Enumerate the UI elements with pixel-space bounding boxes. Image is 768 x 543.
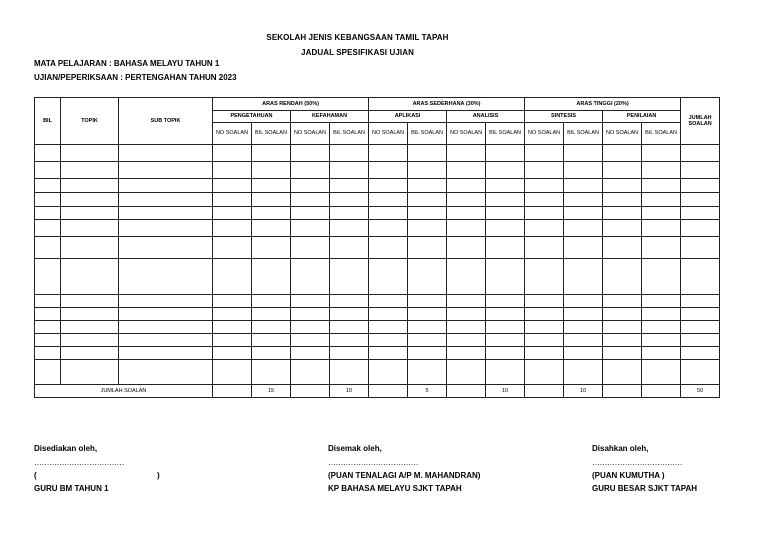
table-cell[interactable] (408, 295, 447, 308)
table-cell[interactable] (525, 259, 564, 295)
table-cell[interactable] (330, 295, 369, 308)
table-cell[interactable] (564, 259, 603, 295)
table-cell[interactable] (119, 321, 213, 334)
table-cell[interactable] (119, 145, 213, 162)
total-cell (447, 385, 486, 398)
subheader-no-soalan: NO SOALAN (369, 123, 408, 145)
table-cell[interactable] (119, 207, 213, 220)
table-row (35, 193, 720, 207)
table-cell[interactable] (330, 179, 369, 193)
header-bil: BIL (35, 98, 61, 145)
table-cell[interactable] (61, 347, 119, 360)
approved-by-label: Disahkan oleh, (592, 444, 649, 453)
table-cell[interactable] (35, 207, 61, 220)
table-cell[interactable] (681, 259, 720, 295)
table-cell[interactable] (642, 237, 681, 259)
table-cell[interactable] (447, 237, 486, 259)
table-cell[interactable] (369, 334, 408, 347)
header-aras-tinggi: ARAS TINGGI (20%) (525, 98, 681, 111)
subheader-bil-soalan: BIL SOALAN (486, 123, 525, 145)
table-cell[interactable] (291, 207, 330, 220)
table-cell[interactable] (252, 295, 291, 308)
table-cell[interactable] (369, 360, 408, 385)
table-cell[interactable] (525, 308, 564, 321)
table-cell[interactable] (486, 347, 525, 360)
table-cell[interactable] (252, 308, 291, 321)
table-cell[interactable] (252, 193, 291, 207)
table-cell[interactable] (603, 259, 642, 295)
table-cell[interactable] (330, 220, 369, 237)
table-cell[interactable] (681, 193, 720, 207)
table-cell[interactable] (119, 193, 213, 207)
table-cell[interactable] (564, 308, 603, 321)
table-cell[interactable] (291, 360, 330, 385)
table-cell[interactable] (213, 207, 252, 220)
table-cell[interactable] (603, 237, 642, 259)
table-cell[interactable] (369, 237, 408, 259)
approved-role: GURU BESAR SJKT TAPAH (592, 484, 698, 493)
table-cell[interactable] (252, 259, 291, 295)
table-cell[interactable] (681, 334, 720, 347)
table-cell[interactable] (603, 321, 642, 334)
header-sub-topik: SUB TOPIK (119, 98, 213, 145)
table-cell[interactable] (486, 237, 525, 259)
table-cell[interactable] (681, 207, 720, 220)
table-cell[interactable] (330, 321, 369, 334)
table-cell[interactable] (252, 179, 291, 193)
header-topik: TOPIK (61, 98, 119, 145)
table-cell[interactable] (252, 321, 291, 334)
table-cell[interactable] (642, 145, 681, 162)
table-cell[interactable] (291, 220, 330, 237)
table-cell[interactable] (408, 321, 447, 334)
table-cell[interactable] (681, 360, 720, 385)
table-cell[interactable] (642, 334, 681, 347)
table-cell[interactable] (486, 334, 525, 347)
table-cell[interactable] (486, 145, 525, 162)
table-cell[interactable] (447, 334, 486, 347)
table-cell[interactable] (447, 207, 486, 220)
table-cell[interactable] (408, 220, 447, 237)
table-cell[interactable] (564, 334, 603, 347)
table-cell[interactable] (213, 360, 252, 385)
approved-name: (PUAN KUMUTHA ) (592, 471, 665, 480)
table-cell[interactable] (486, 207, 525, 220)
table-cell[interactable] (61, 295, 119, 308)
document-title: JADUAL SPESIFIKASI UJIAN (301, 48, 414, 57)
table-cell[interactable] (642, 347, 681, 360)
school-name: SEKOLAH JENIS KEBANGSAAN TAMIL TAPAH (266, 33, 449, 42)
table-cell[interactable] (291, 237, 330, 259)
table-cell[interactable] (119, 334, 213, 347)
subheader-no-soalan: NO SOALAN (603, 123, 642, 145)
subheader-no-soalan: NO SOALAN (213, 123, 252, 145)
header-jumlah-soalan: JUMLAH SOALAN (681, 98, 720, 145)
table-cell[interactable] (408, 179, 447, 193)
checked-signature-line: ……………………………… (328, 458, 418, 467)
table-cell[interactable] (486, 220, 525, 237)
table-cell[interactable] (61, 162, 119, 179)
table-cell[interactable] (61, 237, 119, 259)
table-cell[interactable] (681, 237, 720, 259)
table-cell[interactable] (119, 259, 213, 295)
table-cell[interactable] (603, 295, 642, 308)
table-cell[interactable] (486, 162, 525, 179)
table-row (35, 360, 720, 385)
table-cell[interactable] (486, 321, 525, 334)
table-cell[interactable] (525, 220, 564, 237)
header-aras-sederhana: ARAS SEDERHANA (30%) (369, 98, 525, 111)
table-cell[interactable] (447, 347, 486, 360)
table-cell[interactable] (369, 220, 408, 237)
table-cell[interactable] (642, 360, 681, 385)
header-analisis: ANALISIS (447, 111, 525, 123)
table-cell[interactable] (408, 162, 447, 179)
table-cell[interactable] (681, 145, 720, 162)
table-cell[interactable] (213, 220, 252, 237)
table-row (35, 308, 720, 321)
table-cell[interactable] (447, 360, 486, 385)
table-cell[interactable] (213, 295, 252, 308)
table-cell[interactable] (564, 193, 603, 207)
table-row (35, 321, 720, 334)
subheader-no-soalan: NO SOALAN (291, 123, 330, 145)
table-cell[interactable] (330, 237, 369, 259)
table-cell[interactable] (61, 207, 119, 220)
table-cell[interactable] (35, 259, 61, 295)
total-label: JUMLAH SOALAN (35, 385, 213, 398)
table-cell[interactable] (408, 334, 447, 347)
table-cell[interactable] (369, 347, 408, 360)
table-cell[interactable] (603, 207, 642, 220)
table-row (35, 207, 720, 220)
table-cell[interactable] (330, 360, 369, 385)
table-cell[interactable] (447, 321, 486, 334)
table-cell[interactable] (35, 295, 61, 308)
table-cell[interactable] (525, 179, 564, 193)
exam-line: UJIAN/PEPERIKSAAN : PERTENGAHAN TAHUN 2023 (34, 73, 237, 82)
table-row (35, 179, 720, 193)
table-cell[interactable] (408, 308, 447, 321)
table-cell[interactable] (119, 220, 213, 237)
table-cell[interactable] (61, 308, 119, 321)
table-cell[interactable] (642, 259, 681, 295)
table-cell[interactable] (61, 334, 119, 347)
table-cell[interactable] (642, 179, 681, 193)
subject-line: MATA PELAJARAN : BAHASA MELAYU TAHUN 1 (34, 59, 220, 68)
table-cell[interactable] (61, 220, 119, 237)
table-cell[interactable] (252, 360, 291, 385)
table-row (35, 220, 720, 237)
prepared-name-open: ( (34, 471, 37, 480)
table-cell[interactable] (35, 220, 61, 237)
total-cell (525, 385, 564, 398)
table-cell[interactable] (603, 193, 642, 207)
table-row (35, 162, 720, 179)
table-cell[interactable] (525, 162, 564, 179)
header-penilaian: PENILAIAN (603, 111, 681, 123)
table-cell[interactable] (35, 321, 61, 334)
table-cell[interactable] (564, 237, 603, 259)
table-cell[interactable] (564, 360, 603, 385)
table-cell[interactable] (681, 321, 720, 334)
table-cell[interactable] (252, 237, 291, 259)
table-cell[interactable] (291, 145, 330, 162)
table-cell[interactable] (408, 207, 447, 220)
table-cell[interactable] (525, 237, 564, 259)
total-cell: 5 (408, 385, 447, 398)
table-cell[interactable] (486, 179, 525, 193)
total-cell: 15 (252, 385, 291, 398)
table-cell[interactable] (119, 295, 213, 308)
table-cell[interactable] (369, 193, 408, 207)
table-cell[interactable] (603, 179, 642, 193)
table-cell[interactable] (119, 179, 213, 193)
table-cell[interactable] (603, 347, 642, 360)
header-kefahaman: KEFAHAMAN (291, 111, 369, 123)
total-cell (642, 385, 681, 398)
table-cell[interactable] (369, 179, 408, 193)
table-cell[interactable] (681, 308, 720, 321)
table-cell[interactable] (642, 308, 681, 321)
table-cell[interactable] (213, 347, 252, 360)
table-cell[interactable] (252, 220, 291, 237)
total-row (35, 385, 720, 398)
table-cell[interactable] (35, 360, 61, 385)
table-cell[interactable] (35, 162, 61, 179)
table-cell[interactable] (369, 162, 408, 179)
total-cell (369, 385, 408, 398)
table-cell[interactable] (119, 308, 213, 321)
table-cell[interactable] (525, 360, 564, 385)
table-cell[interactable] (603, 220, 642, 237)
table-cell[interactable] (681, 347, 720, 360)
table-cell[interactable] (642, 220, 681, 237)
table-cell[interactable] (330, 162, 369, 179)
table-cell[interactable] (119, 162, 213, 179)
total-cell: 10 (330, 385, 369, 398)
table-cell[interactable] (119, 347, 213, 360)
table-cell[interactable] (291, 193, 330, 207)
table-cell[interactable] (447, 295, 486, 308)
table-row (35, 237, 720, 259)
checked-name: (PUAN TENALAGI A/P M. MAHANDRAN) (328, 471, 481, 480)
table-cell[interactable] (603, 145, 642, 162)
prepared-by-label: Disediakan oleh, (34, 444, 98, 453)
table-cell[interactable] (330, 308, 369, 321)
subheader-no-soalan: NO SOALAN (525, 123, 564, 145)
table-cell[interactable] (35, 334, 61, 347)
table-cell[interactable] (252, 207, 291, 220)
table-cell[interactable] (681, 179, 720, 193)
table-row (35, 295, 720, 308)
table-cell[interactable] (213, 145, 252, 162)
table-cell[interactable] (35, 179, 61, 193)
table-cell[interactable] (252, 145, 291, 162)
subheader-no-soalan: NO SOALAN (447, 123, 486, 145)
table-cell[interactable] (291, 334, 330, 347)
table-cell[interactable] (447, 220, 486, 237)
table-cell[interactable] (408, 145, 447, 162)
table-cell[interactable] (213, 162, 252, 179)
table-cell[interactable] (291, 308, 330, 321)
table-cell[interactable] (291, 321, 330, 334)
table-cell[interactable] (564, 220, 603, 237)
total-cell: 10 (564, 385, 603, 398)
table-cell[interactable] (486, 308, 525, 321)
table-cell[interactable] (603, 334, 642, 347)
table-cell[interactable] (564, 145, 603, 162)
table-cell[interactable] (291, 162, 330, 179)
table-cell[interactable] (369, 295, 408, 308)
table-cell[interactable] (447, 179, 486, 193)
table-cell[interactable] (603, 308, 642, 321)
table-cell[interactable] (369, 259, 408, 295)
subheader-bil-soalan: BIL SOALAN (642, 123, 681, 145)
table-cell[interactable] (35, 193, 61, 207)
prepared-name-close: ) (157, 471, 160, 480)
table-cell[interactable] (564, 207, 603, 220)
table-cell[interactable] (252, 334, 291, 347)
table-cell[interactable] (291, 347, 330, 360)
total-cell (291, 385, 330, 398)
total-cell (213, 385, 252, 398)
specification-table (34, 97, 720, 398)
table-cell[interactable] (213, 237, 252, 259)
subheader-bil-soalan: BIL SOALAN (252, 123, 291, 145)
table-row (35, 347, 720, 360)
table-cell[interactable] (119, 360, 213, 385)
table-cell[interactable] (252, 162, 291, 179)
table-cell[interactable] (642, 162, 681, 179)
table-cell[interactable] (291, 179, 330, 193)
checked-role: KP BAHASA MELAYU SJKT TAPAH (328, 484, 462, 493)
table-cell[interactable] (61, 259, 119, 295)
table-cell[interactable] (291, 259, 330, 295)
table-cell[interactable] (525, 207, 564, 220)
table-cell[interactable] (330, 193, 369, 207)
table-cell[interactable] (408, 259, 447, 295)
table-cell[interactable] (447, 308, 486, 321)
table-cell[interactable] (642, 321, 681, 334)
table-cell[interactable] (291, 295, 330, 308)
table-cell[interactable] (564, 321, 603, 334)
table-cell[interactable] (525, 295, 564, 308)
table-cell[interactable] (369, 321, 408, 334)
table-cell[interactable] (525, 347, 564, 360)
table-cell[interactable] (35, 237, 61, 259)
table-cell[interactable] (486, 295, 525, 308)
table-cell[interactable] (213, 259, 252, 295)
table-cell[interactable] (486, 193, 525, 207)
table-cell[interactable] (61, 179, 119, 193)
prepared-signature-line: ……………………………… (34, 458, 124, 467)
table-cell[interactable] (35, 145, 61, 162)
table-cell[interactable] (525, 193, 564, 207)
table-cell[interactable] (486, 259, 525, 295)
table-cell[interactable] (213, 193, 252, 207)
table-cell[interactable] (369, 207, 408, 220)
table-cell[interactable] (681, 162, 720, 179)
table-row (35, 259, 720, 295)
table-cell[interactable] (564, 295, 603, 308)
table-cell[interactable] (447, 193, 486, 207)
table-cell[interactable] (642, 193, 681, 207)
header-pengetahuan: PENGETAHUAN (213, 111, 291, 123)
table-cell[interactable] (408, 347, 447, 360)
approved-signature-line: ……………………………… (592, 458, 682, 467)
header-aras-rendah: ARAS RENDAH (50%) (213, 98, 369, 111)
table-cell[interactable] (213, 308, 252, 321)
table-cell[interactable] (564, 162, 603, 179)
table-cell[interactable] (447, 259, 486, 295)
table-cell[interactable] (119, 237, 213, 259)
table-cell[interactable] (525, 145, 564, 162)
table-cell[interactable] (213, 321, 252, 334)
table-cell[interactable] (330, 334, 369, 347)
table-cell[interactable] (35, 308, 61, 321)
table-cell[interactable] (642, 207, 681, 220)
table-cell[interactable] (486, 360, 525, 385)
table-cell[interactable] (408, 360, 447, 385)
table-row (35, 334, 720, 347)
table-cell[interactable] (369, 145, 408, 162)
subheader-bil-soalan: BIL SOALAN (330, 123, 369, 145)
table-cell[interactable] (213, 179, 252, 193)
table-cell[interactable] (213, 334, 252, 347)
total-cell (603, 385, 642, 398)
total-cell: 10 (486, 385, 525, 398)
table-cell[interactable] (564, 179, 603, 193)
table-cell[interactable] (603, 162, 642, 179)
table-cell[interactable] (330, 347, 369, 360)
table-cell[interactable] (447, 162, 486, 179)
table-cell[interactable] (681, 295, 720, 308)
table-cell[interactable] (35, 347, 61, 360)
table-cell[interactable] (61, 360, 119, 385)
checked-by-label: Disemak oleh, (328, 444, 382, 453)
subheader-bil-soalan: BIL SOALAN (408, 123, 447, 145)
table-cell[interactable] (252, 347, 291, 360)
table-cell[interactable] (61, 145, 119, 162)
table-cell[interactable] (61, 193, 119, 207)
table-cell[interactable] (603, 360, 642, 385)
header-sintesis: SINTESIS (525, 111, 603, 123)
table-cell[interactable] (525, 321, 564, 334)
table-cell[interactable] (330, 259, 369, 295)
subheader-bil-soalan: BIL SOALAN (564, 123, 603, 145)
header-aplikasi: APLIKASI (369, 111, 447, 123)
table-cell[interactable] (408, 237, 447, 259)
table-cell[interactable] (447, 145, 486, 162)
table-cell[interactable] (564, 347, 603, 360)
table-cell[interactable] (330, 145, 369, 162)
total-jumlah-cell: 50 (681, 385, 720, 398)
table-cell[interactable] (369, 308, 408, 321)
table-cell[interactable] (642, 295, 681, 308)
table-cell[interactable] (408, 193, 447, 207)
prepared-role: GURU BM TAHUN 1 (34, 484, 109, 493)
table-cell[interactable] (681, 220, 720, 237)
table-cell[interactable] (525, 334, 564, 347)
table-row (35, 145, 720, 162)
table-cell[interactable] (330, 207, 369, 220)
table-cell[interactable] (61, 321, 119, 334)
